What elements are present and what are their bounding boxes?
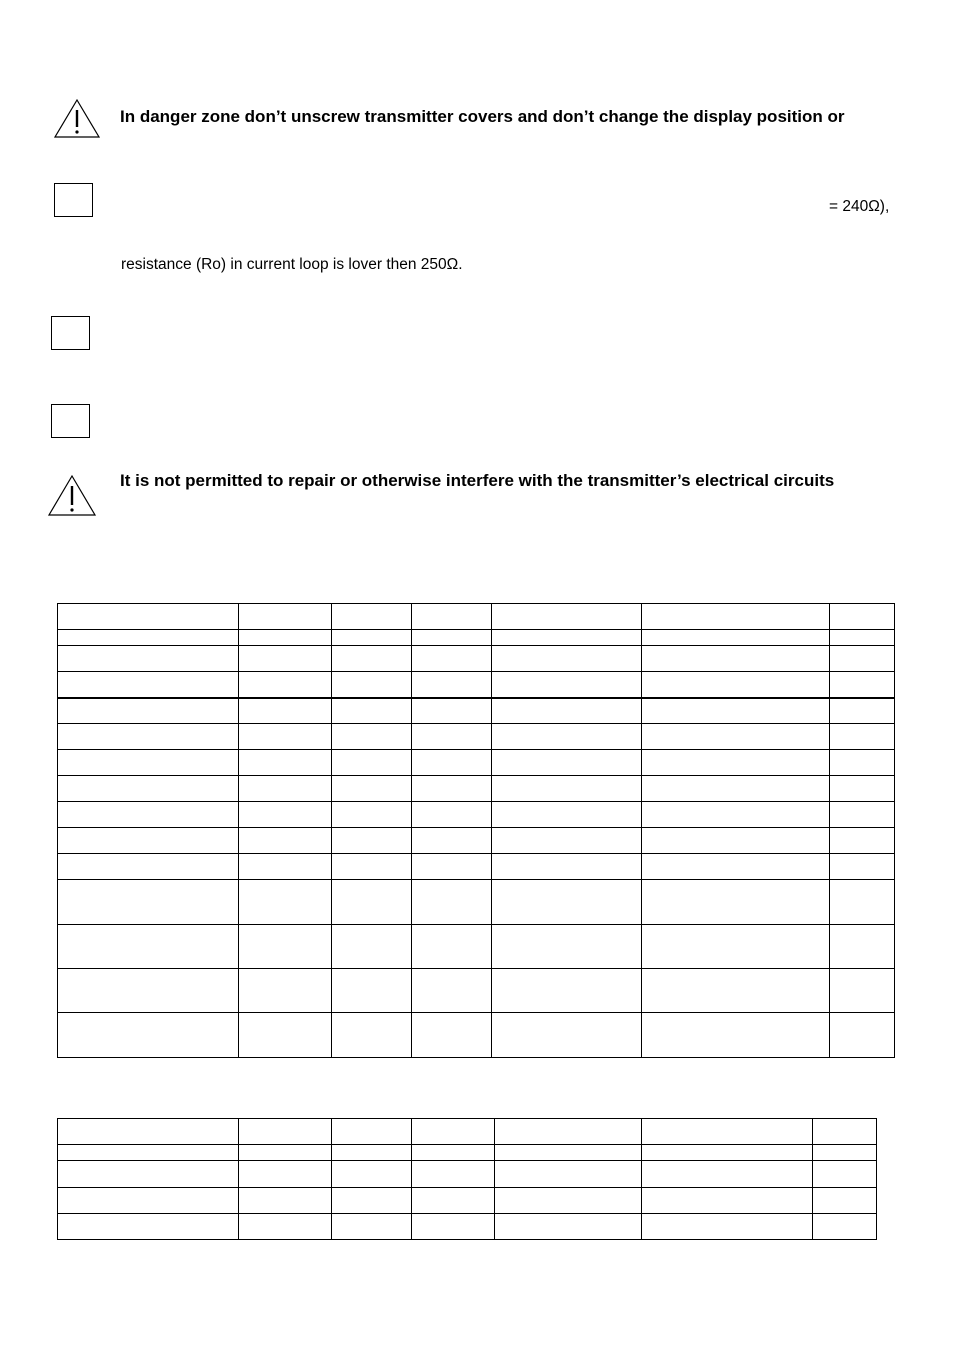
- danger-zone-warning: In danger zone don’t unscrew transmitter covers and don’t change the display position or: [120, 107, 845, 126]
- table-row: [58, 604, 895, 630]
- table-row: [58, 1119, 877, 1145]
- table-row: [58, 925, 895, 969]
- table-row: [58, 854, 895, 880]
- table-row: [58, 1145, 877, 1161]
- note-box: [51, 316, 90, 350]
- table-row: [58, 880, 895, 925]
- note-resistance-line: resistance (Ro) in current loop is lover then 250Ω.: [121, 256, 463, 273]
- table-row: [58, 828, 895, 854]
- table-row: [58, 724, 895, 750]
- table-row: [58, 630, 895, 646]
- table-row: [58, 1188, 877, 1214]
- data-table: [57, 603, 895, 1058]
- note-box: [54, 183, 93, 217]
- table-row: [58, 969, 895, 1013]
- data-table: [57, 1118, 877, 1240]
- table-row: [58, 646, 895, 672]
- table-row: [58, 672, 895, 698]
- table-row: [58, 698, 895, 724]
- table-row: [58, 750, 895, 776]
- table-row: [58, 802, 895, 828]
- table-row: [58, 1161, 877, 1188]
- table-row: [58, 776, 895, 802]
- warning-triangle-icon: [53, 98, 101, 140]
- note-box: [51, 404, 90, 438]
- table-row: [58, 1013, 895, 1058]
- table-row: [58, 1214, 877, 1240]
- warning-triangle-icon: [47, 474, 97, 518]
- repair-warning: It is not permitted to repair or otherwise interfere with the transmitter’s electrical circuits: [120, 471, 835, 490]
- note-fragment: = 240Ω),: [829, 198, 890, 215]
